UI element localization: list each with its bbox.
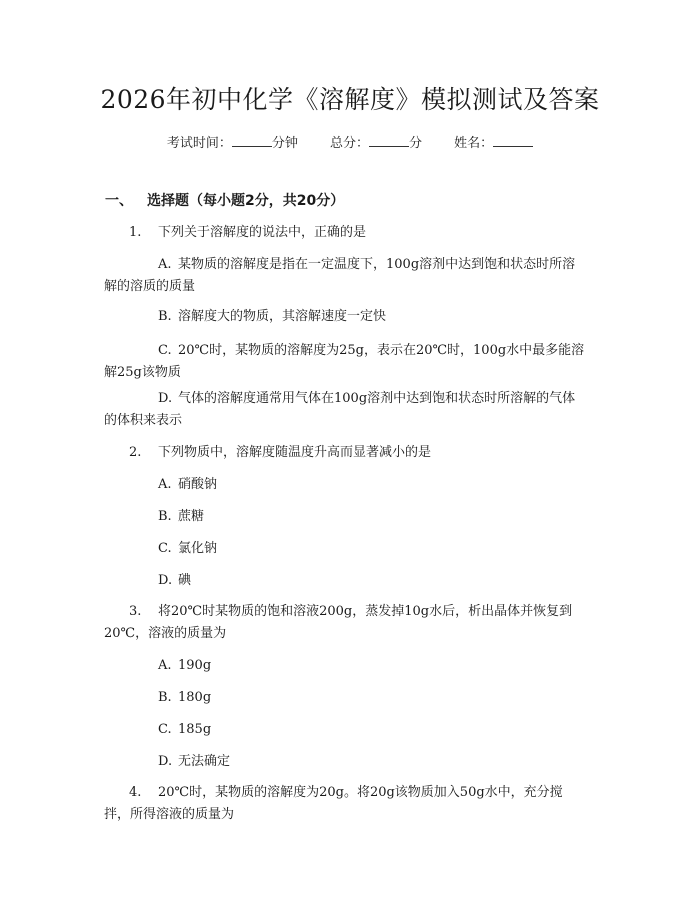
student-name-label: 姓名： [454,136,494,151]
q3-option-d [158,751,230,773]
option-letter: C. [158,541,172,556]
question-3-stem-continued: 20℃，溶液的质量为 [104,626,227,641]
exam-time-blank[interactable] [232,134,272,147]
q2-option-b [158,506,204,528]
option-text: 蔗糖 [178,509,205,524]
option-letter: D. [158,391,173,406]
question-4-stem-continued: 拌，所得溶液的质量为 [104,807,235,822]
question-text: 下列物质中，溶解度随温度升高而显著减小的是 [158,445,432,460]
section-title: 选择题（每小题2分，共20分） [147,193,345,209]
question-text: 20℃时，某物质的溶解度为20g。将20g该物质加入50g水中，充分搅 [158,785,563,800]
q1-option-a [158,254,575,276]
question-4-stem [129,782,563,804]
q1-option-a-continued: 解的溶质的质量 [104,279,196,294]
option-text: 某物质的溶解度是指在一定温度下，100g溶剂中达到饱和状态时所溶 [178,257,576,272]
question-2-stem [129,442,431,464]
option-letter: A. [158,257,172,272]
q2-option-d [158,570,191,592]
option-text: 180g [178,690,212,705]
total-score-label: 总分： [329,136,369,151]
option-text: 190g [178,658,212,673]
exam-time-unit: 分钟 [271,136,298,151]
option-letter: B. [158,690,172,705]
exam-time [167,136,302,151]
exam-meta [0,132,700,151]
question-1-stem [129,222,366,244]
option-letter: D. [158,754,173,769]
student-name-blank[interactable] [493,134,533,147]
question-text: 将20℃时某物质的饱和溶液200g，蒸发掉10g水后，析出晶体并恢复到 [158,604,573,619]
q1-option-c-continued: 解25g该物质 [104,365,181,380]
question-number: 4. [129,785,142,800]
option-text: 碘 [178,573,192,588]
option-letter: A. [158,477,172,492]
q2-option-c [158,538,217,560]
option-letter: C. [158,343,172,358]
total-score-unit: 分 [409,136,423,151]
exam-time-label: 考试时间： [166,136,232,151]
total-score-blank[interactable] [369,134,409,147]
option-letter: B. [158,509,172,524]
question-number: 3. [129,604,142,619]
option-text: 硝酸钠 [178,477,218,492]
option-letter: A. [158,658,172,673]
option-text: 20℃时，某物质的溶解度为25g，表示在20℃时，100g水中最多能溶 [178,343,585,358]
option-letter: C. [158,722,172,737]
student-name [454,136,533,151]
q3-option-b [158,687,211,709]
question-number: 1. [129,225,142,240]
q1-option-d [158,388,575,410]
total-score [330,136,426,151]
question-3-stem [129,601,572,623]
section-number: 一、 [105,193,133,209]
option-text: 氯化钠 [178,541,218,556]
q1-option-d-continued: 的体积来表示 [104,413,183,428]
q1-option-b [158,306,386,328]
option-letter: B. [158,309,172,324]
option-text: 气体的溶解度通常用气体在100g溶剂中达到饱和状态时所溶解的气体 [178,391,576,406]
option-letter: D. [158,573,173,588]
option-text: 无法确定 [178,754,231,769]
option-text: 溶解度大的物质，其溶解速度一定快 [178,309,387,324]
page-title: 2026年初中化学《溶解度》模拟测试及答案 [100,85,600,114]
q3-option-a [158,655,211,677]
q1-option-c [158,340,584,362]
section-heading [105,190,344,210]
q3-option-c [158,719,211,741]
question-text: 下列关于溶解度的说法中，正确的是 [158,225,367,240]
option-text: 185g [178,722,212,737]
q2-option-a [158,474,217,496]
question-number: 2. [129,445,142,460]
